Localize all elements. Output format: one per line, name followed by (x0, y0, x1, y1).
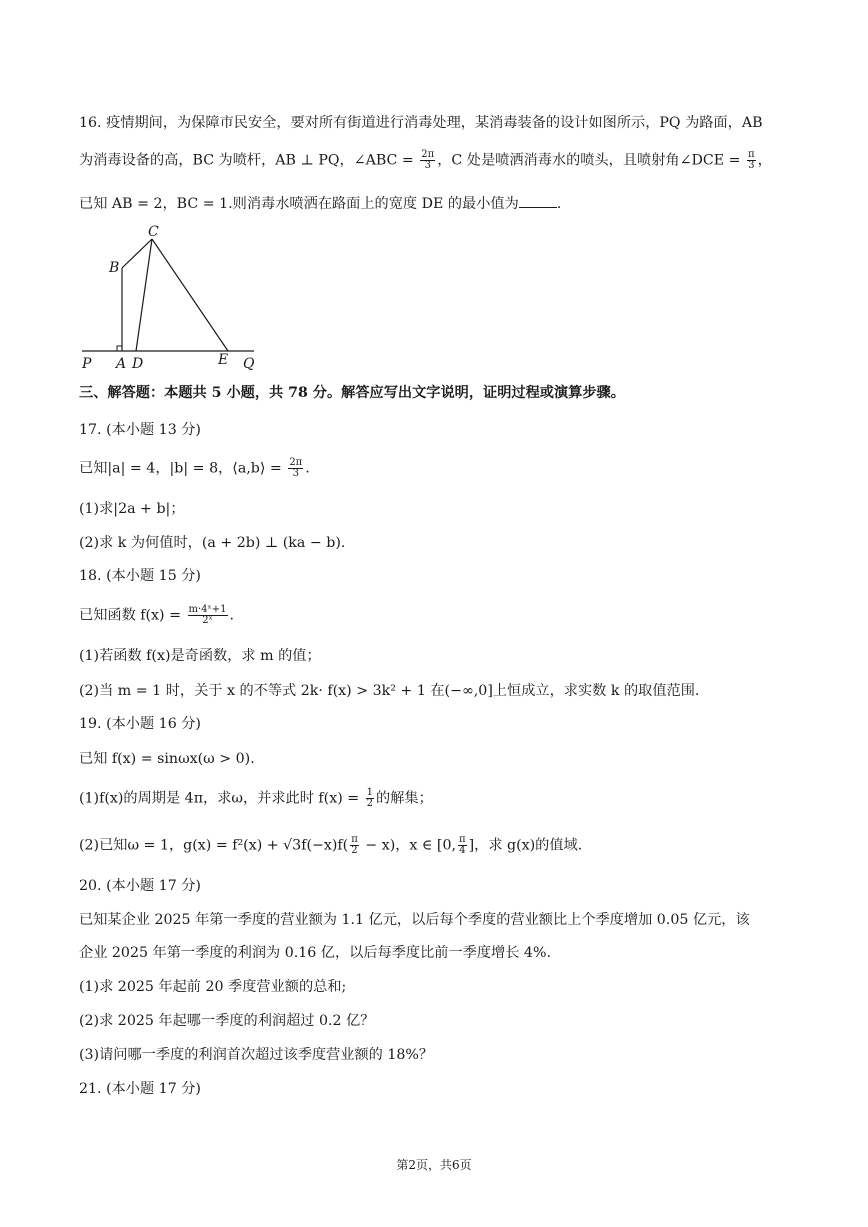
q21-header: 21. (本小题 17 分) (79, 1081, 201, 1097)
q19-p1-den: 2 (366, 798, 374, 809)
q16-line-3-b: . (556, 196, 562, 212)
segment-ce (152, 239, 228, 351)
q17-given (79, 458, 310, 479)
q18-frac-den: 2ˣ (202, 615, 213, 626)
q20-header: 20. (本小题 17 分) (79, 878, 201, 894)
angle-dce-den: 3 (748, 160, 755, 171)
q20-line-2: 企业 2025 年第一季度的利润为 0.16 亿，以后每季度比前一季度增长 4%. (79, 945, 551, 961)
label-d: D (132, 356, 144, 372)
q19-part-2-b: − x)，x ∈ [0, (360, 837, 457, 854)
page-footer: 第2页，共6页 (396, 1158, 472, 1172)
angle-abc-num: 2π (421, 149, 435, 160)
geometry-figure (78, 222, 268, 372)
q17-frac-num: 2π (289, 457, 303, 468)
q16-line-3 (79, 193, 561, 214)
q17-part-1: (1)求|2a + b|； (79, 501, 185, 517)
segment-cd (136, 239, 152, 351)
q16-line-2-c: ， (757, 152, 772, 169)
q17-part-2: (2)求 k 为何值时，(a + 2b) ⊥ (ka − b). (79, 535, 346, 551)
q18-given-b: . (229, 607, 235, 624)
q16-line-1: 16. 疫情期间，为保障市民安全，要对所有街道进行消毒处理，某消毒装备的设计如图所示，PQ 为路面，AB (79, 115, 763, 131)
angle-abc-fraction (420, 150, 435, 171)
q20-part-3: (3)请问哪一季度的利润首次超过该季度营业额的 18%？ (79, 1047, 434, 1063)
q18-given (79, 605, 234, 626)
q20-part-2: (2)求 2025 年起哪一季度的利润超过 0.2 亿？ (79, 1013, 375, 1029)
angle-dce-fraction (747, 150, 756, 171)
q19-part-2-fraction-2 (458, 835, 467, 856)
q19-part-2-c: ]，求 g(x)的值域. (468, 837, 583, 854)
label-q: Q (243, 356, 255, 372)
q19-given: 已知 f(x) = sinωx(ω > 0). (79, 751, 255, 767)
label-c: C (148, 224, 159, 240)
q19-p2-num2: π (459, 834, 466, 845)
angle-dce-num: π (747, 149, 755, 160)
section-3-heading: 三、解答题：本题共 5 小题，共 78 分。解答应写出文字说明，证明过程或演算步骤。 (79, 385, 625, 401)
q18-fraction (188, 605, 228, 626)
q20-part-1: (1)求 2025 年起前 20 季度营业额的总和; (79, 979, 347, 995)
q20-line-1: 已知某企业 2025 年第一季度的营业额为 1.1 亿元，以后每个季度的营业额比上个季度增加 0.05 亿元，该 (79, 912, 750, 928)
right-angle-mark (117, 346, 122, 351)
q19-part-2-a: (2)已知ω = 1，g(x) = f²(x) + √3f(−x)f( (79, 837, 349, 854)
label-a: A (116, 356, 127, 372)
segment-bc (122, 239, 152, 268)
q19-part-2 (79, 835, 582, 856)
q18-part-2: (2)当 m = 1 时，关于 x 的不等式 2k· f(x) > 3k² + 1 在(−∞,0]上恒成立，求实数 k 的取值范围. (79, 683, 700, 699)
q17-fraction (288, 458, 303, 479)
q17-given-a: 已知|a| = 4，|b| = 8，⟨a,b⟩ = (79, 460, 287, 477)
answer-blank (519, 193, 557, 208)
q19-p1-num: 1 (366, 787, 374, 798)
q19-p2-den: 2 (351, 845, 358, 856)
label-b: B (109, 260, 120, 276)
label-e: E (218, 352, 229, 368)
q17-given-b: . (305, 460, 310, 477)
q16-line-3-a: 已知 AB = 2，BC = 1.则消毒水喷洒在路面上的宽度 DE 的最小值为 (79, 196, 519, 212)
q16-line-2-a: 为消毒设备的高，BC 为喷杆，AB ⊥ PQ，∠ABC = (79, 152, 419, 169)
q16-line-2 (79, 150, 772, 171)
label-p: P (82, 356, 92, 372)
q19-part-2-fraction-1 (350, 835, 359, 856)
q19-part-1-fraction (366, 788, 374, 809)
q17-frac-den: 3 (292, 468, 299, 479)
q16-line-2-b: ，C 处是喷洒消毒水的喷头，且喷射角∠DCE = (437, 152, 745, 169)
q18-frac-num: m·4ˣ+1 (188, 604, 227, 615)
q18-given-a: 已知函数 f(x) = (79, 607, 186, 624)
angle-abc-den: 3 (424, 160, 431, 171)
q18-part-1: (1)若函数 f(x)是奇函数，求 m 的值； (79, 648, 321, 664)
q19-part-1 (79, 788, 433, 809)
q17-header: 17. (本小题 13 分) (79, 422, 201, 438)
q19-part-1-a: (1)f(x)的周期是 4π，求ω，并求此时 f(x) = (79, 790, 364, 807)
q19-part-1-b: 的解集； (376, 790, 433, 807)
q19-header: 19. (本小题 16 分) (79, 716, 201, 732)
q18-header: 18. (本小题 15 分) (79, 568, 201, 584)
q19-p2-num: π (351, 834, 358, 845)
q19-p2-den2: 4 (459, 845, 466, 856)
